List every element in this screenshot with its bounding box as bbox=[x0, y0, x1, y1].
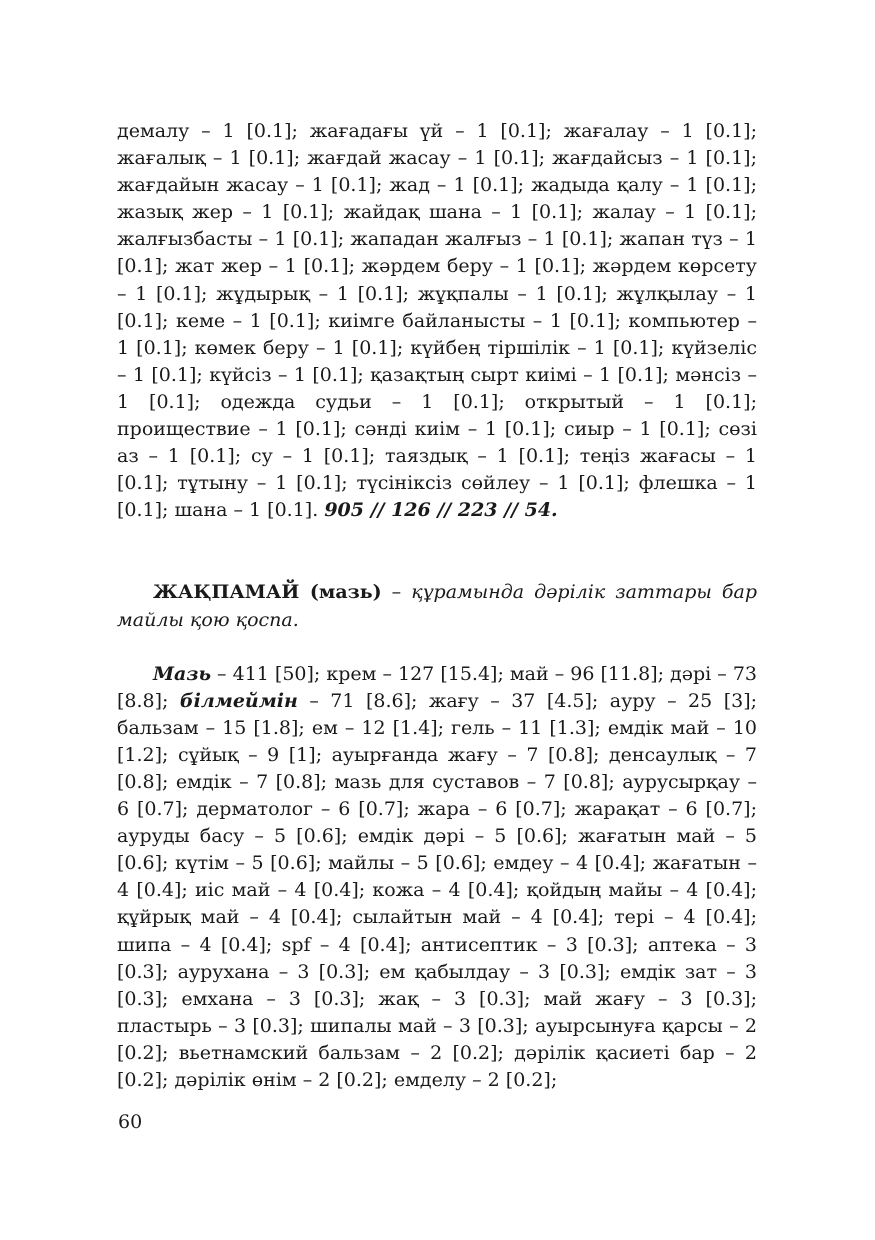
page-number: 60 bbox=[118, 1111, 143, 1133]
page-body bbox=[117, 118, 757, 1094]
entry-headword: ЖАҚПАМАЙ (мазь) bbox=[153, 581, 382, 604]
response-values-first: – 411 [50]; крем – 127 [15.4]; май – 96 [11.8]; дәрі – 73 [8.8]; bbox=[117, 662, 757, 712]
responses-paragraph bbox=[117, 661, 757, 1095]
response-term-second: білмеймін bbox=[179, 689, 298, 712]
continuation-totals: 905 // 126 // 223 // 54. bbox=[324, 499, 558, 522]
entry-heading-paragraph bbox=[117, 579, 757, 633]
entry-dash: – bbox=[381, 581, 412, 604]
response-values-rest: – 71 [8.6]; жағу – 37 [4.5]; ауру – 25 [3]; бальзам – 15 [1.8]; ем – 12 [1.4]; гель – 11 [1.3]; емдік май – 10 [1.2]; сұйық – 9 [1]; ауырғанда жағу – 7 [0.8]; денсаулық – 7 [0.8]; емдік – 7 [0.8]; мазь для суставов – 7 [0.8]; аурусырқау – 6 [0.7]; дерматолог – 6 [0.7]; жара – 6 [0.7]; жарақат – 6 [0.7]; ауруды басу – 5 [0.6]; емдік дәрі – 5 [0.6]; жағатын май – 5 [0.6]; күтім – 5 [0.6]; майлы – 5 [0.6]; емдеу – 4 [0.4]; жағатын – 4 [0.4]; иіс май – 4 [0.4]; кожа – 4 [0.4]; қойдың майы – 4 [0.4]; құйрық май – 4 [0.4]; сылайтын май – 4 [0.4]; тері – 4 [0.4]; шипа – 4 [0.4]; spf – 4 [0.4]; антисептик – 3 [0.3]; аптека – 3 [0.3]; аурухана – 3 [0.3]; ем қабылдау – 3 [0.3]; емдік зат – 3 [0.3]; емхана – 3 [0.3]; жақ – 3 [0.3]; май жағу – 3 [0.3]; пластырь – 3 [0.3]; шипалы май – 3 [0.3]; ауырсынуға қарсы – 2 [0.2]; вьетнамский бальзам – 2 [0.2]; дәрілік қасиеті бар – 2 [0.2]; дәрілік өнім – 2 [0.2]; емделу – 2 [0.2]; bbox=[117, 689, 758, 1091]
continuation-paragraph bbox=[117, 118, 757, 524]
continuation-text: демалу – 1 [0.1]; жағадағы үй – 1 [0.1]; жағалау – 1 [0.1]; жағалық – 1 [0.1]; жағдай жасау – 1 [0.1]; жағдайсыз – 1 [0.1]; жағдайын жасау – 1 [0.1]; жад – 1 [0.1]; жадыда қалу – 1 [0.1]; жазық жер – 1 [0.1]; жайдақ шана – 1 [0.1]; жалау – 1 [0.1]; жалғызбасты – 1 [0.1]; жападан жалғыз – 1 [0.1]; жапан түз – 1 [0.1]; жат жер – 1 [0.1]; жәрдем беру – 1 [0.1]; жәрдем көрсету – 1 [0.1]; жұдырық – 1 [0.1]; жұқпалы – 1 [0.1]; жұлқылау – 1 [0.1]; кеме – 1 [0.1]; киімге байланысты – 1 [0.1]; компьютер – 1 [0.1]; көмек беру – 1 [0.1]; күйбең тіршілік – 1 [0.1]; күйзеліс – 1 [0.1]; күйсіз – 1 [0.1]; қазақтың сырт киімі – 1 [0.1]; мәнсіз – 1 [0.1]; одежда судьи – 1 [0.1]; открытый – 1 [0.1]; проиществие – 1 [0.1]; сәнді киім – 1 [0.1]; сиыр – 1 [0.1]; сөзі аз – 1 [0.1]; су – 1 [0.1]; таяздық – 1 [0.1]; теңіз жағасы – 1 [0.1]; тұтыну – 1 [0.1]; түсініксіз сөйлеу – 1 [0.1]; флешка – 1 [0.1]; шана – 1 [0.1]. bbox=[117, 120, 757, 522]
entry-definition: құрамында дәрілік заттары бар майлы қою қоспа. bbox=[117, 581, 757, 631]
response-term-first: Мазь bbox=[153, 662, 212, 685]
